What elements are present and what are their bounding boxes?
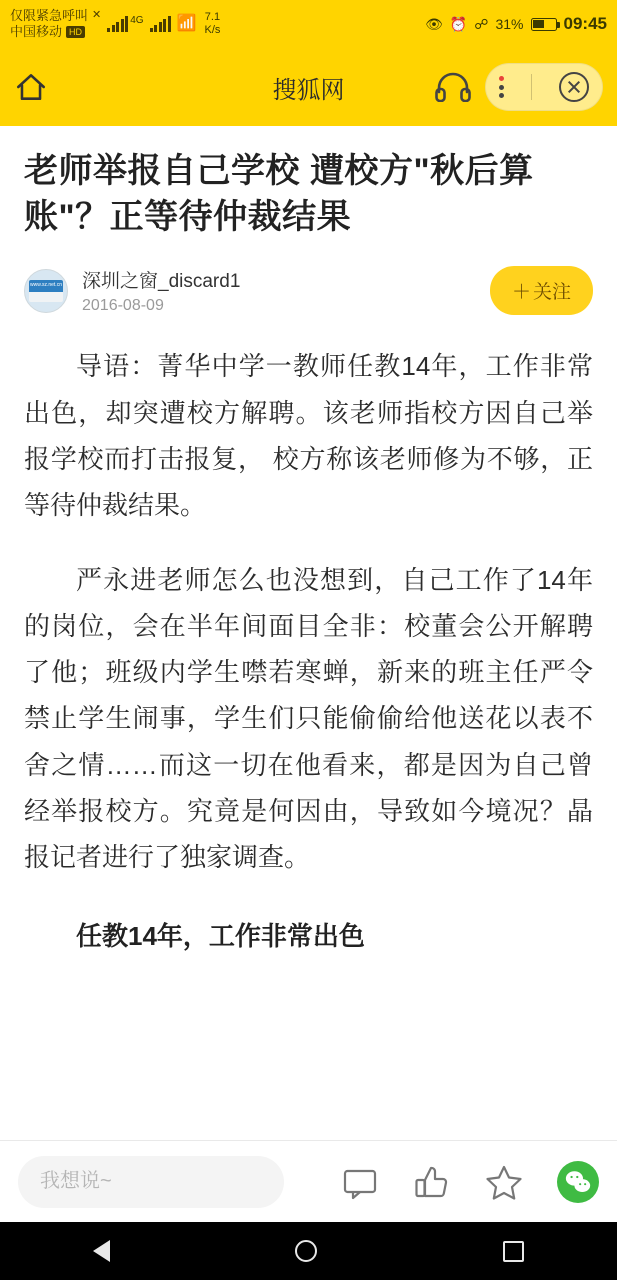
- article-subheading: 任教14年，工作非常出色: [76, 921, 365, 952]
- close-icon[interactable]: [559, 72, 589, 102]
- recents-nav-button[interactable]: [503, 1241, 524, 1262]
- no-service-icon: ✕: [92, 9, 102, 21]
- home-nav-button[interactable]: [295, 1240, 317, 1262]
- eye-icon: 👁: [425, 15, 443, 32]
- carrier-info: [10, 8, 101, 41]
- thumbs-up-icon[interactable]: [413, 1163, 451, 1201]
- back-nav-button[interactable]: [93, 1240, 110, 1262]
- author-name[interactable]: 深圳之窗_discard1: [82, 271, 241, 293]
- comment-icon[interactable]: [341, 1163, 379, 1201]
- app-bar-actions: [435, 63, 603, 111]
- page-title: 搜狐网: [272, 76, 345, 104]
- follow-button[interactable]: [490, 266, 593, 315]
- kebab-menu-icon[interactable]: [499, 76, 504, 98]
- app-bar: [0, 48, 617, 126]
- headset-icon[interactable]: [435, 72, 471, 102]
- battery-percent-label: 31%: [495, 16, 524, 32]
- avatar-image: www.sz.net.cn: [29, 280, 63, 302]
- clock-label: 09:45: [563, 14, 607, 33]
- signal-bars-icon: [107, 16, 128, 32]
- article-headline: 老师举报自己学校 遭校方"秋后算账"？正等待仲裁结果: [24, 152, 534, 237]
- article-content: [0, 126, 617, 1280]
- alarm-icon: ⏰: [449, 15, 468, 32]
- hd-badge: HD: [66, 26, 85, 38]
- battery-icon: [531, 18, 557, 31]
- bluetooth-icon: ☍: [474, 15, 489, 32]
- publish-date: 2016-08-09: [82, 297, 164, 315]
- pill-divider: [531, 74, 532, 100]
- avatar[interactable]: [24, 269, 68, 313]
- article-paragraph: 严永进老师怎么也没想到，自己工作了14年的岗位，会在半年间面目全非：校董会公开解聘了他；班级内学生噤若寒蝉，新来的班主任严令禁止学生闹事，学生们只能偷偷给他送花以表不舍之情……而这一切在他看来，都是因为自己曾经举报校方。究竟是何因由，导致如今境况？晶报记者进行了独家调查。: [24, 564, 593, 873]
- signal-bars-secondary-icon: [150, 16, 171, 32]
- system-nav-bar: [0, 1222, 617, 1280]
- comment-bar: [0, 1140, 617, 1222]
- emergency-call-label: 仅限紧急呼叫: [10, 7, 89, 23]
- article-meta: [24, 266, 593, 315]
- follow-label: 关注: [532, 282, 571, 304]
- home-icon[interactable]: [14, 70, 48, 104]
- network-type-label: 4G: [130, 15, 144, 26]
- status-bar: [0, 0, 617, 48]
- status-icons: [425, 14, 607, 34]
- wechat-icon[interactable]: [557, 1161, 599, 1203]
- carrier-name-label: 中国移动: [10, 24, 63, 39]
- speed-value: 7.1: [204, 11, 221, 24]
- action-icons: [341, 1161, 599, 1203]
- comment-input[interactable]: [18, 1156, 284, 1208]
- author-block: [82, 266, 240, 315]
- speed-unit: K/s: [204, 24, 221, 36]
- article-paragraph: 导语：菁华中学一教师任教14年，工作非常出色，却突遭校方解聘。该老师指校方因自己举报学校而打击报复， 校方称该老师修为不够，正等待仲裁结果。: [24, 351, 593, 521]
- menu-pill: [485, 63, 603, 111]
- network-speed: [205, 11, 221, 36]
- star-icon[interactable]: [485, 1163, 523, 1201]
- plus-icon: ＋: [511, 282, 531, 304]
- wifi-icon: 📶: [176, 15, 197, 32]
